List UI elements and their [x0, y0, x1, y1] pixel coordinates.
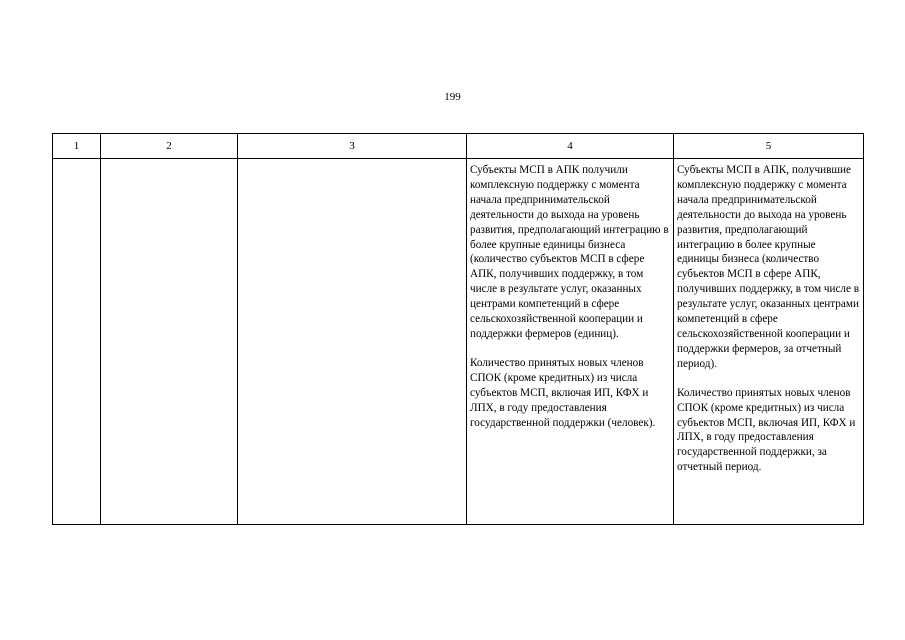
- body-cell-1: [53, 159, 101, 525]
- cell-text-4: [467, 159, 673, 430]
- indicator-method: Субъекты МСП в АПК, получившие комплексную поддержку с момента начала предпринимательской деятельности до выхода на уровень развития, предполагающий интеграцию в более крупные единицы бизнеса (количество субъектов МСП в сфере АПК, получивших поддержку, в том числе в результате услуг, оказанных центрами компетенций в сфере сельскохозяйственной кооперации и поддержки фермеров, за отчетный период).: [677, 164, 860, 370]
- cell-text-5: [674, 159, 863, 475]
- document-table: [52, 133, 864, 525]
- indicator-description: Количество принятых новых членов СПОК (кроме кредитных) из числа субъектов МСП, включая ИП, КФХ и ЛПХ, в году предоставления государственной поддержки (человек).: [470, 356, 656, 429]
- header-cell-3: 3: [238, 134, 467, 159]
- table-row: [53, 159, 864, 525]
- body-cell-5: [674, 159, 864, 525]
- body-cell-4: [467, 159, 674, 525]
- header-cell-1: 1: [53, 134, 101, 159]
- header-cell-4: 4: [467, 134, 674, 159]
- indicator-method: Количество принятых новых членов СПОК (кроме кредитных) из числа субъектов МСП, включая ИП, КФХ и ЛПХ, в году предоставления государственной поддержки, за отчетный период.: [677, 386, 856, 474]
- page-number: 199: [444, 91, 461, 103]
- indicator-description: Субъекты МСП в АПК получили комплексную поддержку с момента начала предпринимательской деятельности до выхода на уровень развития, предполагающий интеграцию в более крупные единицы бизнеса (количество субъектов МСП в сфере АПК, получивших поддержку, в том числе в результате услуг, оказанных центрами компетенций в сфере сельскохозяйственной кооперации и поддержки фермеров (единиц).: [470, 164, 669, 340]
- table-header-row: [53, 134, 864, 159]
- body-cell-2: [101, 159, 238, 525]
- body-cell-3: [238, 159, 467, 525]
- header-cell-2: 2: [101, 134, 238, 159]
- header-cell-5: 5: [674, 134, 864, 159]
